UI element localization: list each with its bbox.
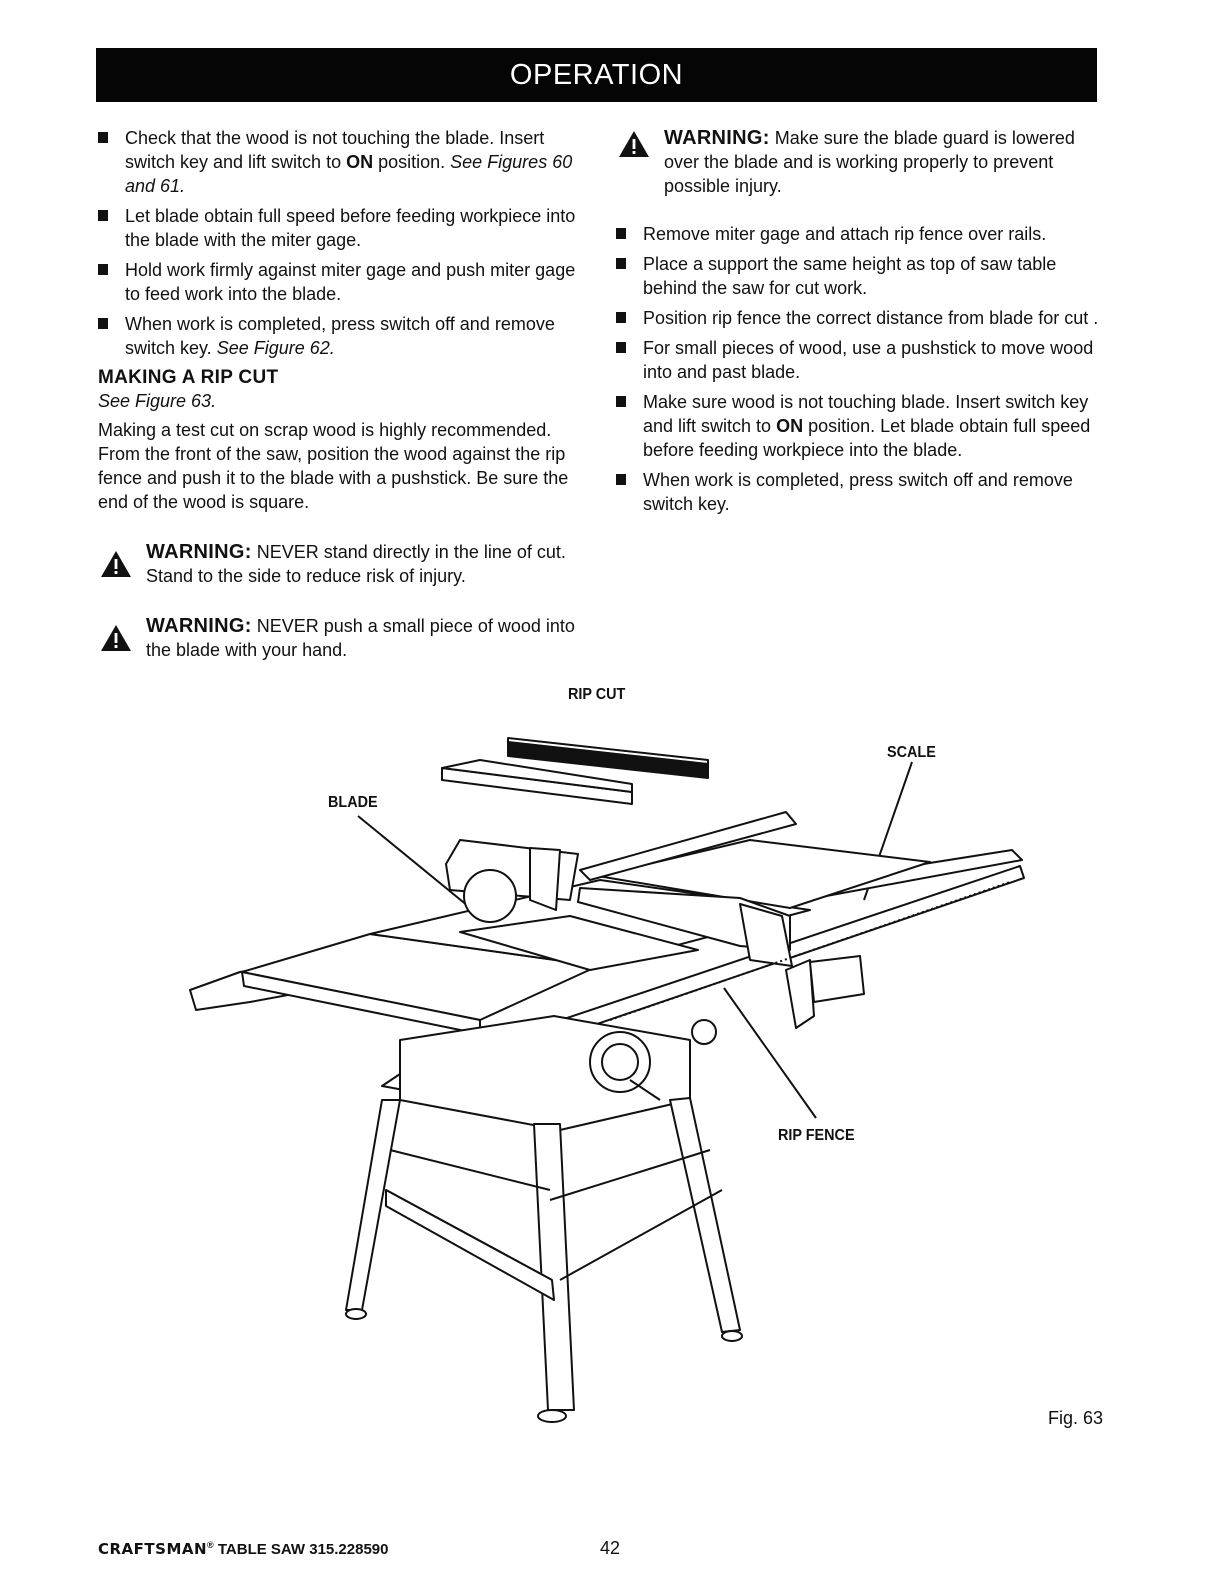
table-saw-illustration [150, 720, 1050, 1440]
switch-box [810, 956, 864, 1002]
rip-fence-callout: RIP FENCE [778, 1127, 855, 1144]
footer-brand: CRAFTSMAN® TABLE SAW 315.228590 [98, 1540, 389, 1558]
warning-line-of-cut: WARNING: NEVER stand directly in the line of cut. Stand to the side to reduce risk of injury. [98, 540, 588, 588]
right-column [616, 126, 1106, 522]
section-title: MAKING A RIP CUT [98, 367, 279, 388]
wood-pieces [442, 738, 708, 804]
figure-number: Fig. 63 [1048, 1408, 1104, 1428]
section-paragraph: Making a test cut on scrap wood is highly recommended. From the front of the saw, position the wood against the rip fence and push it to the blade with a pushstick. Be sure the end of the wood is square. [98, 420, 569, 512]
warning-small-piece: WARNING: NEVER push a small piece of wood into the blade with your hand. [98, 614, 588, 662]
list-item: When work is completed, press switch off and remove switch key. See Figure 62. [98, 312, 588, 360]
section-figure-ref: See Figure 63. [98, 391, 217, 411]
list-item: Hold work firmly against miter gage and push miter gage to feed work into the blade. [98, 258, 588, 306]
section-banner: OPERATION [96, 48, 1097, 102]
warning-icon [100, 624, 132, 652]
list-item: Check that the wood is not touching the blade. Insert switch key and lift switch to ON position. See Figures 60 and 61. [98, 126, 588, 198]
figure-title: RIP CUT [568, 686, 626, 703]
blade-callout: BLADE [328, 794, 378, 811]
list-item: Make sure wood is not touching blade. Insert switch key and lift switch to ON position. Let blade obtain full speed before feeding workpiece into the blade. [616, 390, 1106, 462]
warning-icon [100, 550, 132, 578]
page-number: 42 [600, 1538, 621, 1558]
right-bullet-list [616, 222, 1106, 516]
left-column [98, 126, 588, 662]
list-item: Position rip fence the correct distance from blade for cut . [616, 306, 1106, 330]
warning-blade-guard: WARNING: Make sure the blade guard is lowered over the blade and is working properly to prevent possible injury. [616, 126, 1106, 198]
scale-callout: SCALE [887, 744, 936, 761]
left-bullet-list [98, 126, 588, 360]
list-item: Remove miter gage and attach rip fence over rails. [616, 222, 1106, 246]
list-item: Place a support the same height as top of saw table behind the saw for cut work. [616, 252, 1106, 300]
craftsman-logo: CRAFTSMAN [98, 1540, 208, 1558]
saw-cabinet [400, 1016, 716, 1130]
list-item: When work is completed, press switch off and remove switch key. [616, 468, 1106, 516]
list-item: For small pieces of wood, use a pushstick to move wood into and past blade. [616, 336, 1106, 384]
list-item: Let blade obtain full speed before feeding workpiece into the blade with the miter gage. [98, 204, 588, 252]
saw-stand [346, 1098, 742, 1422]
warning-icon [618, 130, 650, 158]
